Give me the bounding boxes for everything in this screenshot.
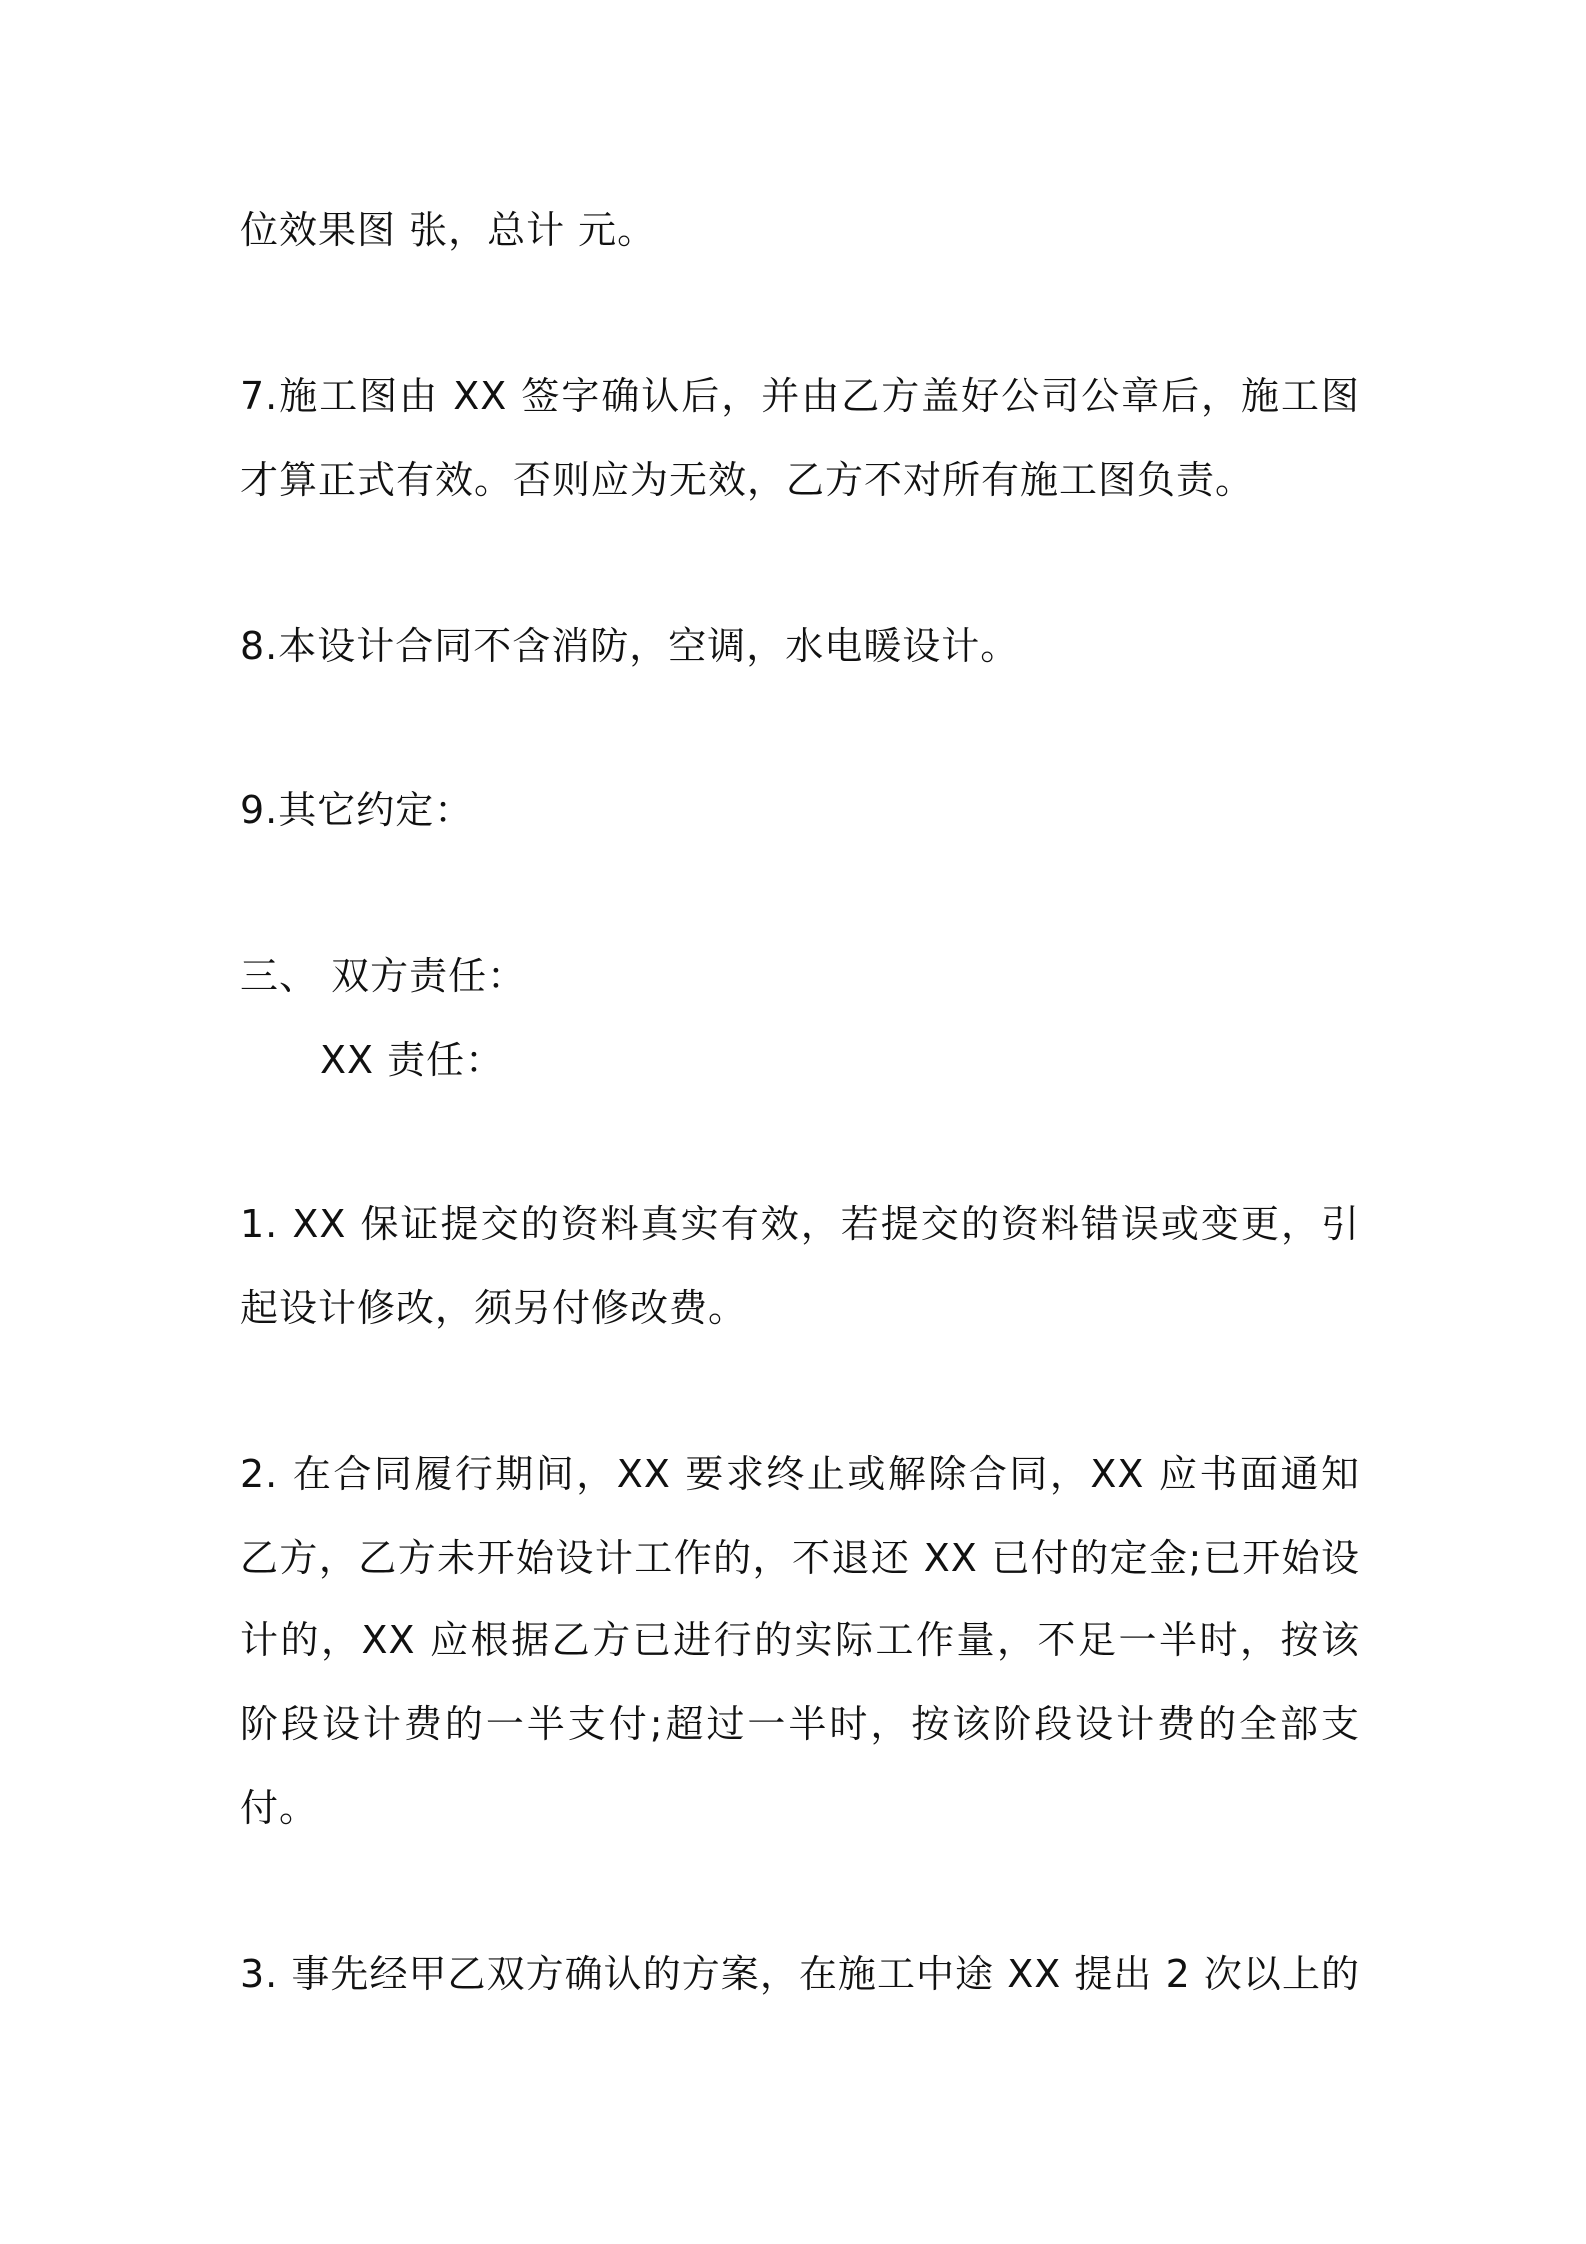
- clause-7-line-1: 7.施工图由 XX 签字确认后，并由乙方盖好公司公章后，施工图: [240, 374, 1360, 418]
- text-line-effect-drawings: 位效果图 张，总计 元。: [240, 208, 657, 252]
- section-heading-responsibilities: 三、 双方责任：: [240, 954, 527, 998]
- clause-9: 9.其它约定：: [240, 788, 474, 832]
- item-2-line-4: 阶段设计费的一半支付;超过一半时，按该阶段设计费的全部支: [240, 1702, 1360, 1746]
- clause-8: 8.本设计合同不含消防，空调，水电暖设计。: [240, 624, 1020, 668]
- subheading-xx-responsibility: XX 责任：: [320, 1038, 505, 1082]
- clause-7-line-2: 才算正式有效。否则应为无效，乙方不对所有施工图负责。: [240, 458, 1255, 502]
- item-1-line-2: 起设计修改，须另付修改费。: [240, 1286, 748, 1330]
- item-2-line-2: 乙方，乙方未开始设计工作的，不退还 XX 已付的定金;已开始设: [240, 1536, 1360, 1580]
- item-1-line-1: 1. XX 保证提交的资料真实有效，若提交的资料错误或变更，引: [240, 1202, 1360, 1246]
- item-2-line-1: 2. 在合同履行期间，XX 要求终止或解除合同，XX 应书面通知: [240, 1452, 1360, 1496]
- item-3-line-1: 3. 事先经甲乙双方确认的方案，在施工中途 XX 提出 2 次以上的: [240, 1952, 1360, 1996]
- item-2-line-5: 付。: [240, 1786, 319, 1830]
- item-2-line-3: 计的，XX 应根据乙方已进行的实际工作量，不足一半时，按该: [240, 1618, 1360, 1662]
